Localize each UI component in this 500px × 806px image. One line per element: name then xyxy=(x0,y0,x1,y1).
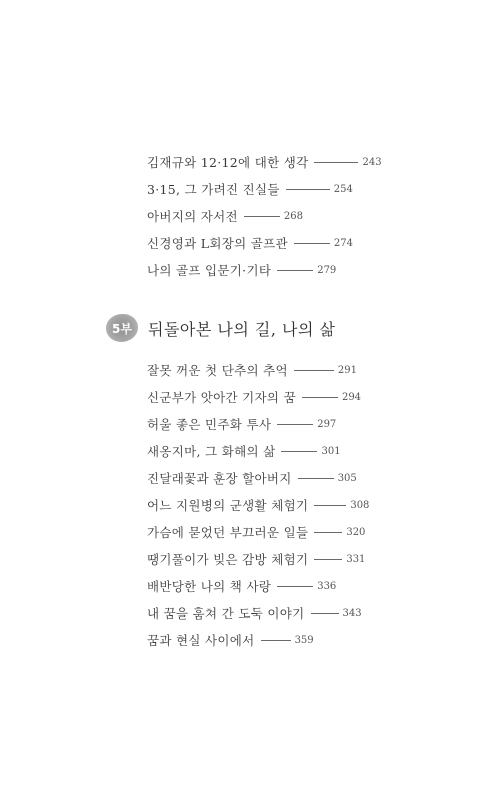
toc-entry-title: 가슴에 묻었던 부끄러운 일들 xyxy=(147,525,309,540)
leader-line xyxy=(277,424,313,425)
toc-entry-title: 내 꿈을 훔쳐 간 도둑 이야기 xyxy=(147,606,305,621)
toc-entry xyxy=(147,234,353,252)
toc-entry xyxy=(147,577,336,595)
toc-entry-title: 배반당한 나의 책 사랑 xyxy=(147,579,272,594)
toc-entry-page: 320 xyxy=(346,526,366,538)
toc-entry xyxy=(147,153,382,171)
toc-entry xyxy=(147,207,303,225)
toc-entry-title: 새옹지마, 그 화해의 삶 xyxy=(147,444,276,459)
toc-entry-title: 3·15, 그 가려진 진실들 xyxy=(147,182,280,197)
toc-entry xyxy=(147,388,361,406)
toc-entry-page: 305 xyxy=(337,472,357,484)
leader-line xyxy=(244,216,280,217)
leader-line xyxy=(314,505,346,506)
leader-line xyxy=(298,478,334,479)
toc-entry-page: 274 xyxy=(333,237,353,249)
leader-line xyxy=(311,613,339,614)
leader-line xyxy=(286,189,330,190)
toc-entry-page: 294 xyxy=(341,391,362,403)
leader-line xyxy=(277,586,313,587)
toc-entry-page: 343 xyxy=(342,607,362,619)
toc-entry xyxy=(147,361,357,379)
toc-entry-title: 허울 좋은 민주화 투사 xyxy=(147,417,272,432)
toc-entry-title: 신군부가 앗아간 기자의 꿈 xyxy=(147,390,296,405)
toc-entry-title: 신경영과 L회장의 골프관 xyxy=(147,236,288,251)
toc-entry-page: 301 xyxy=(321,445,341,457)
toc-entry-title: 잘못 꺼운 첫 단추의 추억 xyxy=(147,363,288,378)
part-header xyxy=(106,314,336,342)
toc-entry-title: 아버지의 자서전 xyxy=(147,209,238,224)
toc-entry-page: 336 xyxy=(317,580,337,592)
toc-entry xyxy=(147,550,365,568)
toc-entry xyxy=(147,496,369,514)
toc-entry xyxy=(147,261,336,279)
leader-line xyxy=(314,162,358,163)
toc-entry xyxy=(147,469,357,487)
part-number-badge: 5부 xyxy=(106,314,138,342)
toc-entry xyxy=(147,604,362,622)
toc-entry-title: 땡기풀이가 빚은 감방 체험기 xyxy=(147,552,309,567)
leader-line xyxy=(277,270,313,271)
toc-entry-page: 243 xyxy=(362,156,382,168)
toc-entry-page: 254 xyxy=(333,183,353,195)
toc-entry-title: 나의 골프 입문기·기타 xyxy=(147,263,272,278)
leader-line xyxy=(314,532,342,533)
toc-entry-title: 꿈과 현실 사이에서 xyxy=(147,633,255,648)
toc-entry-page: 297 xyxy=(317,418,337,430)
toc-entry-title: 어느 지원병의 군생활 체험기 xyxy=(147,498,309,513)
toc-entry-title: 김재규와 12·12에 대한 생각 xyxy=(147,155,309,170)
toc-entry xyxy=(147,180,353,198)
leader-line xyxy=(294,243,330,244)
toc-entry xyxy=(147,523,365,541)
leader-line xyxy=(294,370,334,371)
leader-line xyxy=(314,559,342,560)
leader-line xyxy=(302,397,338,398)
toc-entry-title: 진달래꽃과 훈장 할아버지 xyxy=(147,471,292,486)
toc-entry-page: 359 xyxy=(294,634,314,646)
toc-entry xyxy=(147,631,314,649)
part-title: 뒤돌아본 나의 길, 나의 삶 xyxy=(148,319,336,339)
toc-entry-page: 308 xyxy=(350,499,370,511)
toc-entry-page: 268 xyxy=(283,210,303,222)
toc-entry-page: 279 xyxy=(317,264,337,276)
leader-line xyxy=(261,640,291,641)
toc-entry-page: 291 xyxy=(337,364,357,376)
leader-line xyxy=(281,451,317,452)
toc-entry-page: 331 xyxy=(346,553,366,565)
toc-entry xyxy=(147,442,341,460)
toc-entry xyxy=(147,415,336,433)
